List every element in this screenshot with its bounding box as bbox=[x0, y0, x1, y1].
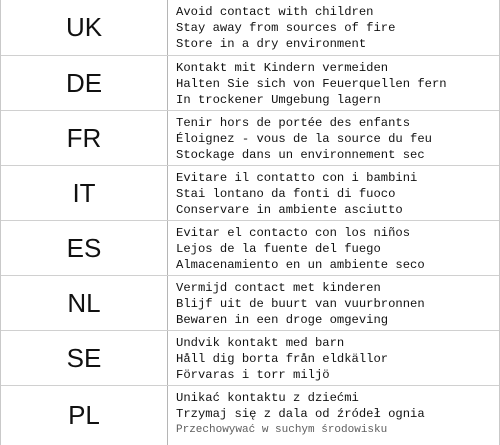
instruction-line: Tenir hors de portée des enfants bbox=[176, 116, 411, 130]
table-row-es bbox=[1, 220, 499, 275]
instruction-line: Håll dig borta från eldkällor bbox=[176, 352, 389, 366]
language-code: IT bbox=[1, 166, 168, 220]
instruction-line: Avoid contact with children bbox=[176, 5, 374, 19]
instruction-line: Store in a dry environment bbox=[176, 37, 367, 51]
table-row-fr bbox=[1, 110, 499, 165]
instruction-line: Trzymaj się z dala od źródeł ognia bbox=[176, 407, 425, 421]
instruction-line: Bewaren in een droge omgeving bbox=[176, 313, 389, 327]
instruction-line: In trockener Umgebung lagern bbox=[176, 93, 381, 107]
language-code: NL bbox=[1, 276, 168, 330]
instruction-line: Almacenamiento en un ambiente seco bbox=[176, 258, 425, 272]
table-row-uk bbox=[1, 0, 499, 55]
instruction-text bbox=[168, 166, 499, 220]
instruction-line: Evitare il contatto con i bambini bbox=[176, 171, 418, 185]
language-code: UK bbox=[1, 0, 168, 55]
instruction-line: Unikać kontaktu z dziećmi bbox=[176, 391, 359, 405]
language-code: PL bbox=[1, 386, 168, 445]
language-code: DE bbox=[1, 56, 168, 110]
instruction-text bbox=[168, 0, 499, 55]
instruction-line: Przechowywać w suchym środowisku bbox=[176, 424, 388, 436]
instruction-line: Undvik kontakt med barn bbox=[176, 336, 345, 350]
instruction-text bbox=[168, 221, 499, 275]
instruction-line: Förvaras i torr miljö bbox=[176, 368, 330, 382]
instruction-text bbox=[168, 331, 499, 385]
table-row-se bbox=[1, 330, 499, 385]
language-code: ES bbox=[1, 221, 168, 275]
table-row-de bbox=[1, 55, 499, 110]
language-code: SE bbox=[1, 331, 168, 385]
instruction-text bbox=[168, 111, 499, 165]
instruction-line: Stay away from sources of fire bbox=[176, 21, 396, 35]
instruction-line: Éloignez - vous de la source du feu bbox=[176, 132, 432, 146]
instruction-line: Vermijd contact met kinderen bbox=[176, 281, 381, 295]
instruction-line: Lejos de la fuente del fuego bbox=[176, 242, 381, 256]
table-row-pl bbox=[1, 385, 499, 445]
instruction-line: Stockage dans un environnement sec bbox=[176, 148, 425, 162]
instruction-line: Stai lontano da fonti di fuoco bbox=[176, 187, 396, 201]
table-row-nl bbox=[1, 275, 499, 330]
instruction-text bbox=[168, 386, 499, 445]
language-code: FR bbox=[1, 111, 168, 165]
instruction-text bbox=[168, 276, 499, 330]
instruction-text bbox=[168, 56, 499, 110]
instruction-line: Halten Sie sich von Feuerquellen fern bbox=[176, 77, 447, 91]
instruction-line: Kontakt mit Kindern vermeiden bbox=[176, 61, 389, 75]
instruction-line: Conservare in ambiente asciutto bbox=[176, 203, 403, 217]
instruction-line: Evitar el contacto con los niños bbox=[176, 226, 411, 240]
instruction-line: Blijf uit de buurt van vuurbronnen bbox=[176, 297, 425, 311]
table-row-it bbox=[1, 165, 499, 220]
